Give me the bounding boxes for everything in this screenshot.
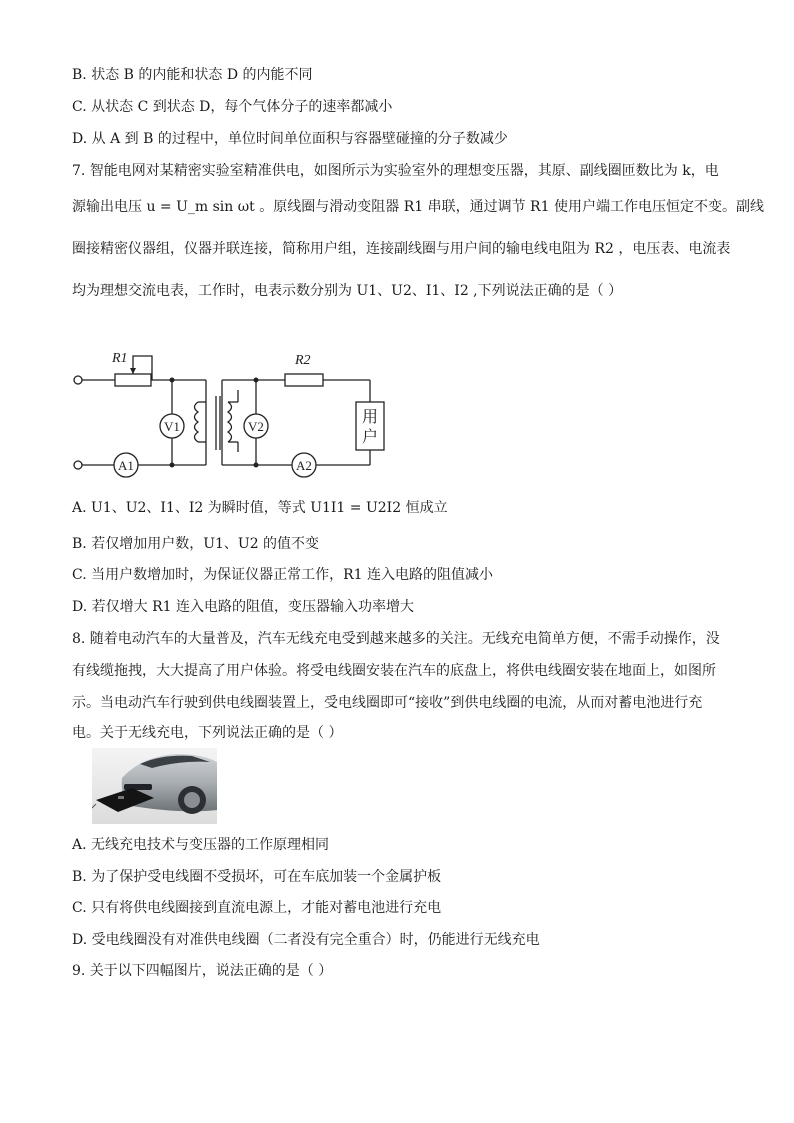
question-8-line-4: 电。关于无线充电，下列说法正确的是（ ） xyxy=(72,725,343,741)
transformer-circuit-diagram xyxy=(70,340,390,490)
question-8-line-3: 示。当电动汽车行驶到供电线圈装置上，受电线圈即可“接收”到供电线圈的电流，从而对蓄电池进行充 xyxy=(72,695,703,711)
ammeter-a2-label: A2 xyxy=(296,458,312,473)
question-7-line-4: 均为理想交流电表，工作时，电表示数分别为 U1、U2、I1、I2 ,下列说法正确的是（ ） xyxy=(72,283,623,299)
question-7-line-3: 圈接精密仪器组，仪器并联连接，简称用户组，连接副线圈与用户间的输电线电阻为 R2 ，电压表、电流表 xyxy=(72,241,731,257)
option-8c: C. 只有将供电线圈接到直流电源上，才能对蓄电池进行充电 xyxy=(72,900,442,916)
voltmeter-v1-label: V1 xyxy=(164,419,180,434)
option-7b: B. 若仅增加用户数，U1、U2 的值不变 xyxy=(72,536,320,552)
option-8a: A. 无线充电技术与变压器的工作原理相同 xyxy=(72,837,330,853)
option-7a: A. U1、U2、I1、I2 为瞬时值，等式 U1I1 = U2I2 恒成立 xyxy=(72,500,448,516)
option-6c: C. 从状态 C 到状态 D，每个气体分子的速率都减小 xyxy=(72,99,393,115)
question-9: 9. 关于以下四幅图片，说法正确的是（ ） xyxy=(72,963,333,979)
option-7c: C. 当用户数增加时，为保证仪器正常工作，R1 连入电路的阻值减小 xyxy=(72,567,494,583)
option-8b: B. 为了保护受电线圈不受损坏，可在车底加装一个金属护板 xyxy=(72,869,442,885)
option-6d: D. 从 A 到 B 的过程中，单位时间单位面积与容器壁碰撞的分子数减少 xyxy=(72,131,508,147)
ammeter-a1-label: A1 xyxy=(118,458,134,473)
question-8-line-2: 有线缆拖拽，大大提高了用户体验。将受电线圈安装在汽车的底盘上，将供电线圈安装在地面上，如图所 xyxy=(72,663,716,679)
wireless-charging-car-photo xyxy=(92,748,217,824)
resistor-r1-label: R1 xyxy=(112,351,128,366)
question-7-line-1: 7. 智能电网对某精密实验室精准供电，如图所示为实验室外的理想变压器，其原、副线圈匝数比为 k，电 xyxy=(72,163,719,179)
resistor-r2-label: R2 xyxy=(295,353,311,368)
option-7d: D. 若仅增大 R1 连入电路的阻值，变压器输入功率增大 xyxy=(72,599,414,615)
user-label-top: 用 xyxy=(362,407,379,426)
option-8d: D. 受电线圈没有对准供电线圈（二者没有完全重合）时，仍能进行无线充电 xyxy=(72,932,540,948)
question-7-line-2: 源输出电压 u = U_m sin ωt 。原线圈与滑动变阻器 R1 串联，通过调节 R1 使用户端工作电压恒定不变。副线 xyxy=(72,199,764,215)
question-8-line-1: 8. 随着电动汽车的大量普及，汽车无线充电受到越来越多的关注。无线充电简单方便，不需手动操作，没 xyxy=(72,631,720,647)
voltmeter-v2-label: V2 xyxy=(248,419,264,434)
option-6b: B. 状态 B 的内能和状态 D 的内能不同 xyxy=(72,67,313,83)
user-label-bottom: 户 xyxy=(362,427,379,446)
